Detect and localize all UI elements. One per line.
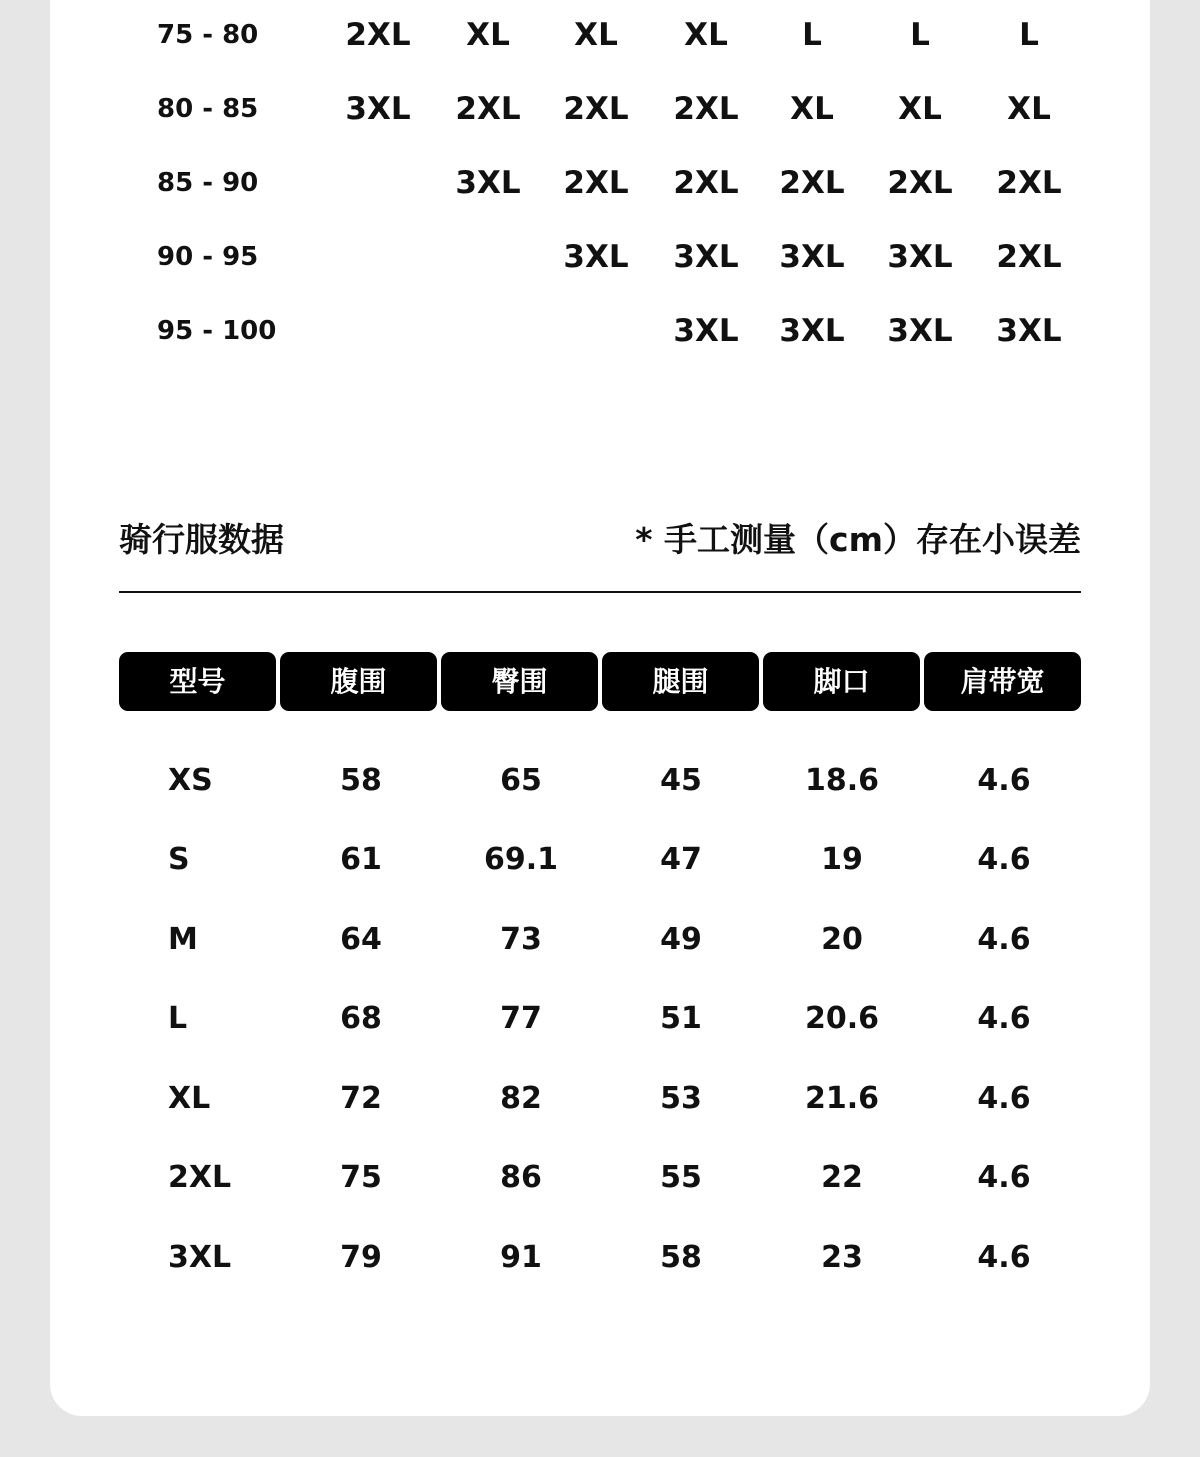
size-cell: XL	[466, 17, 510, 53]
table-cell: 68	[340, 1001, 382, 1036]
section-title: 骑行服数据	[119, 520, 284, 559]
size-cell: 2XL	[996, 239, 1062, 275]
size-cell: XL	[790, 91, 834, 127]
table-cell: 58	[660, 1240, 702, 1275]
table-row	[50, 89, 1150, 129]
table-row	[50, 918, 1150, 962]
table-cell: 58	[340, 763, 382, 798]
size-cell: L	[802, 17, 822, 53]
size-label: XS	[168, 763, 213, 798]
waist-range: 80 - 85	[157, 94, 259, 124]
table-cell: 4.6	[977, 1240, 1031, 1275]
table-cell: 4.6	[977, 1081, 1031, 1116]
table-row	[50, 838, 1150, 882]
header-size: 型号	[119, 652, 276, 711]
header-thigh: 腿围	[602, 652, 759, 711]
size-cell: 2XL	[673, 165, 739, 201]
header-leg-opening: 脚口	[763, 652, 920, 711]
size-cell: 3XL	[996, 313, 1062, 349]
table-cell: 72	[340, 1081, 382, 1116]
table-cell: 22	[821, 1160, 863, 1195]
size-cell: 2XL	[887, 165, 953, 201]
size-cell: XL	[1007, 91, 1051, 127]
size-label: M	[168, 922, 198, 957]
table-cell: 86	[500, 1160, 542, 1195]
table-cell: 20	[821, 922, 863, 957]
measurement-note: * 手工测量（cm）存在小误差	[635, 520, 1081, 559]
table-row	[50, 237, 1150, 277]
size-cell: 3XL	[779, 313, 845, 349]
waist-range: 75 - 80	[157, 20, 259, 50]
size-cell: 2XL	[563, 91, 629, 127]
size-cell: 3XL	[887, 239, 953, 275]
table-cell: 21.6	[804, 1081, 880, 1116]
table-row	[50, 759, 1150, 803]
waist-range: 85 - 90	[157, 168, 259, 198]
waist-range: 90 - 95	[157, 242, 259, 272]
size-label: 3XL	[168, 1240, 232, 1275]
header-strap-width: 肩带宽	[924, 652, 1081, 711]
table-row	[50, 311, 1150, 351]
size-cell: 3XL	[563, 239, 629, 275]
header-waist: 腹围	[280, 652, 437, 711]
table-cell: 55	[660, 1160, 702, 1195]
table-cell: 91	[500, 1240, 542, 1275]
size-cell: L	[910, 17, 930, 53]
table-cell: 20.6	[804, 1001, 880, 1036]
table-cell: 82	[500, 1081, 542, 1116]
table-row	[50, 997, 1150, 1041]
table-cell: 64	[340, 922, 382, 957]
table-cell: 49	[660, 922, 702, 957]
table-cell: 4.6	[977, 922, 1031, 957]
size-cell: 2XL	[345, 17, 411, 53]
table-row	[50, 163, 1150, 203]
table-cell: 69.1	[483, 842, 559, 877]
size-cell: 2XL	[673, 91, 739, 127]
size-label: S	[168, 842, 190, 877]
size-cell: 3XL	[887, 313, 953, 349]
table-cell: 53	[660, 1081, 702, 1116]
table-cell: 19	[821, 842, 863, 877]
size-cell: XL	[898, 91, 942, 127]
table-cell: 4.6	[977, 1160, 1031, 1195]
size-cell: XL	[574, 17, 618, 53]
size-cell: 3XL	[455, 165, 521, 201]
size-cell: 3XL	[779, 239, 845, 275]
table-cell: 47	[660, 842, 702, 877]
size-cell: 2XL	[455, 91, 521, 127]
size-cell: 3XL	[673, 313, 739, 349]
section-divider	[119, 591, 1081, 593]
size-label: 2XL	[168, 1160, 232, 1195]
table-cell: 65	[500, 763, 542, 798]
table-row	[50, 1236, 1150, 1280]
table-row	[50, 1156, 1150, 1200]
table-cell: 73	[500, 922, 542, 957]
table-cell: 51	[660, 1001, 702, 1036]
table-cell: 4.6	[977, 842, 1031, 877]
size-cell: L	[1019, 17, 1039, 53]
size-cell: 3XL	[673, 239, 739, 275]
table-cell: 4.6	[977, 763, 1031, 798]
table-cell: 79	[340, 1240, 382, 1275]
size-cell: XL	[684, 17, 728, 53]
table-cell: 61	[340, 842, 382, 877]
waist-range: 95 - 100	[157, 316, 277, 346]
table-cell: 77	[500, 1001, 542, 1036]
header-hip: 臀围	[441, 652, 598, 711]
table-cell: 18.6	[804, 763, 880, 798]
table-cell: 75	[340, 1160, 382, 1195]
size-cell: 3XL	[345, 91, 411, 127]
size-label: XL	[168, 1081, 211, 1116]
table-cell: 23	[821, 1240, 863, 1275]
size-cell: 2XL	[779, 165, 845, 201]
table-row	[50, 15, 1150, 55]
table-cell: 4.6	[977, 1001, 1031, 1036]
table-cell: 45	[660, 763, 702, 798]
size-cell: 2XL	[996, 165, 1062, 201]
size-label: L	[168, 1001, 188, 1036]
size-cell: 2XL	[563, 165, 629, 201]
content-card	[50, 0, 1150, 1416]
table-row	[50, 1077, 1150, 1121]
